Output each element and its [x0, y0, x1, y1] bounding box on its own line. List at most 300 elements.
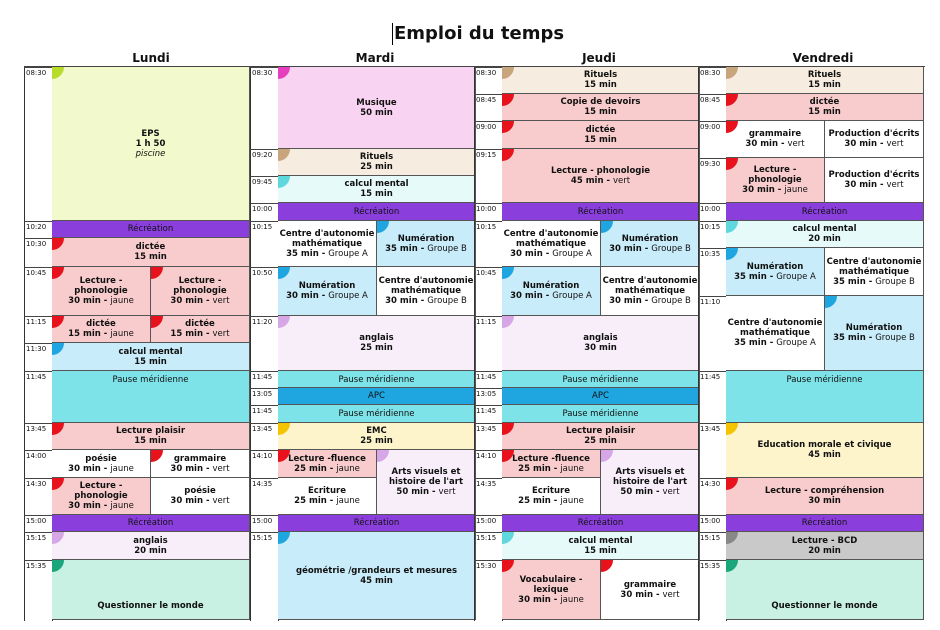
schedule-block[interactable]: [52, 450, 151, 478]
schedule-block[interactable]: [825, 296, 924, 371]
lunch-break-block[interactable]: [502, 371, 700, 388]
subject-color-dot: [278, 532, 290, 544]
schedule-block[interactable]: [726, 94, 924, 121]
recreation-bar[interactable]: [278, 203, 476, 221]
schedule-block[interactable]: [377, 221, 476, 267]
schedule-block[interactable]: [726, 296, 825, 371]
block-subject: Pause méridienne: [338, 375, 415, 385]
block-subject: Ecriture: [307, 486, 347, 496]
block-group: vert: [886, 139, 904, 149]
block-duration: 30 min - jaune: [68, 501, 134, 511]
block-duration: [808, 496, 841, 506]
block-subject: Questionner le monde: [771, 601, 878, 611]
block-duration: [134, 436, 167, 446]
row-divider: [698, 221, 726, 222]
schedule-block[interactable]: [278, 149, 476, 176]
time-label: 11:45: [252, 407, 273, 415]
row-divider: [474, 532, 502, 533]
schedule-block[interactable]: [502, 423, 700, 450]
lunch-break-block[interactable]: [502, 405, 700, 423]
block-subject: Rituels: [359, 152, 394, 162]
schedule-block[interactable]: [601, 560, 700, 620]
block-duration: 35 min - Groupe A: [286, 248, 368, 259]
block-duration: 30 min - Groupe B: [385, 296, 467, 306]
subject-color-dot: [377, 221, 389, 233]
block-group: Groupe A: [552, 291, 592, 301]
schedule-block[interactable]: [825, 158, 924, 203]
block-duration-value: 30 min: [286, 291, 319, 301]
subject-color-dot: [278, 67, 290, 79]
block-duration-value: 50 min: [396, 487, 430, 497]
schedule-block[interactable]: [502, 560, 601, 620]
recreation-bar[interactable]: [726, 203, 924, 221]
row-divider: [24, 423, 52, 424]
block-duration: [808, 80, 841, 90]
block-duration: 30 min - vert: [844, 139, 904, 149]
block-duration: [360, 343, 393, 353]
row-divider: [250, 515, 278, 516]
schedule-block[interactable]: [502, 149, 700, 203]
row-divider: [474, 149, 502, 150]
block-subject: Lecture - phonologie: [748, 165, 802, 185]
row-divider: [698, 296, 726, 297]
block-duration: 25 min - jaune: [518, 463, 584, 474]
row-divider: [250, 267, 278, 268]
block-subject: Lecture - compréhension: [764, 486, 885, 496]
schedule-block[interactable]: [502, 67, 700, 94]
row-divider: [24, 238, 52, 239]
time-label: 14:10: [476, 452, 497, 460]
row-divider: [698, 248, 726, 249]
block-subject: Numération: [845, 323, 903, 333]
time-label: 11:30: [26, 345, 47, 353]
row-divider: [698, 94, 726, 95]
schedule-block[interactable]: [601, 221, 700, 267]
apc-bar[interactable]: [278, 388, 476, 405]
time-label: 11:45: [700, 373, 721, 381]
schedule-block[interactable]: [601, 267, 700, 316]
schedule-block[interactable]: [278, 221, 377, 267]
block-duration: 30 min - vert: [170, 296, 230, 306]
schedule-block[interactable]: [52, 343, 250, 371]
block-duration: 25 min - jaune: [518, 496, 584, 506]
block-subject: calcul mental: [344, 179, 409, 189]
time-label: 14:30: [26, 480, 47, 488]
time-label: 11:10: [700, 298, 721, 306]
row-divider: [250, 176, 278, 177]
schedule-block[interactable]: [151, 450, 250, 478]
subject-color-dot: [601, 450, 613, 462]
schedule-block[interactable]: [377, 450, 476, 515]
schedule-block[interactable]: [278, 450, 377, 478]
block-duration: [360, 576, 393, 586]
schedule-block[interactable]: [726, 221, 924, 248]
block-subject: Numération: [746, 261, 804, 272]
subject-color-dot: [377, 450, 389, 462]
time-label: 10:20: [26, 223, 47, 231]
recreation-bar[interactable]: [52, 515, 250, 532]
block-subject: Vocabulaire - lexique: [519, 574, 583, 595]
block-duration: [360, 189, 393, 199]
block-duration-value: 30 min: [844, 180, 878, 190]
time-label: 09:20: [252, 151, 273, 159]
recreation-bar[interactable]: [278, 515, 476, 532]
row-divider: [250, 478, 278, 479]
schedule-block[interactable]: [52, 423, 250, 450]
subject-color-dot: [278, 316, 290, 328]
day-header-jeudi: Jeudi: [582, 51, 616, 65]
block-duration: 30 min - vert: [745, 139, 805, 149]
block-subject: EMC: [366, 426, 387, 436]
subject-color-dot: [278, 149, 290, 161]
subject-color-dot: [825, 296, 837, 308]
row-divider: [24, 515, 52, 516]
time-label: 15:00: [252, 517, 273, 525]
block-subject: Production d'écrits: [828, 170, 920, 180]
row-divider: [24, 343, 52, 344]
time-label: 10:30: [26, 240, 47, 248]
block-duration: 30 min - Groupe B: [609, 296, 691, 306]
block-subject: poésie: [85, 453, 117, 464]
block-group: Groupe B: [651, 296, 691, 306]
block-group: jaune: [560, 496, 584, 506]
schedule-block[interactable]: [151, 478, 250, 515]
block-subject: Arts visuels et histoire de l'art: [612, 467, 688, 487]
recreation-bar[interactable]: [52, 221, 250, 238]
block-subject: calcul mental: [118, 346, 183, 357]
subject-color-dot: [151, 316, 163, 328]
row-divider: [474, 221, 502, 222]
time-label: 09:15: [476, 151, 497, 159]
schedule-block[interactable]: [726, 478, 924, 515]
block-subject: Production d'écrits: [828, 129, 920, 139]
schedule-block[interactable]: [278, 532, 476, 620]
schedule-block[interactable]: [502, 121, 700, 149]
block-duration-value: 15 min: [170, 329, 204, 339]
day-header-mardi: Mardi: [355, 51, 395, 65]
block-subject: Lecture plaisir: [565, 426, 636, 436]
block-duration-value: 30 min: [68, 463, 101, 474]
schedule-block[interactable]: [151, 267, 250, 316]
time-label: 13:05: [476, 390, 497, 398]
block-group: jaune: [784, 185, 808, 195]
block-group: jaune: [110, 463, 134, 474]
schedule-block[interactable]: [278, 423, 476, 450]
block-subject: Rituels: [807, 70, 842, 80]
block-duration-value: 50 min: [360, 107, 393, 118]
block-subject: dictée: [809, 97, 840, 107]
block-subject: EPS: [141, 128, 160, 139]
block-subject: Lecture - BCD: [791, 535, 858, 546]
block-duration-value: 30 min: [68, 501, 101, 511]
block-subject: Questionner le monde: [97, 601, 204, 611]
block-group: Groupe A: [328, 248, 368, 259]
row-divider: [474, 371, 502, 372]
block-subject: poésie: [184, 486, 216, 496]
schedule-block[interactable]: [52, 238, 250, 267]
block-subject: dictée: [585, 124, 616, 135]
lunch-break-block[interactable]: [726, 371, 924, 423]
block-duration: [134, 357, 167, 367]
block-duration-value: 30 min: [584, 343, 617, 353]
subject-color-dot: [726, 423, 738, 435]
subject-color-dot: [726, 560, 738, 572]
block-duration-value: 15 min: [808, 80, 841, 90]
schedule-block[interactable]: [52, 478, 151, 515]
block-duration: 30 min - Groupe A: [510, 291, 592, 301]
block-duration-value: 15 min: [584, 134, 617, 145]
block-subject: Lecture - phonologie: [74, 481, 128, 501]
block-duration: 30 min - vert: [620, 589, 680, 600]
block-subject: Pause méridienne: [786, 375, 863, 385]
block-duration: 25 min - jaune: [294, 496, 360, 506]
schedule-block[interactable]: [52, 267, 151, 316]
block-subject: Centre d'autonomie mathématique: [727, 318, 823, 338]
row-divider: [250, 203, 278, 204]
block-group: Groupe B: [875, 333, 915, 343]
recreation-bar[interactable]: [502, 203, 700, 221]
block-subject: Arts visuels et histoire de l'art: [388, 467, 464, 487]
block-group: Groupe B: [427, 243, 467, 254]
row-divider: [24, 532, 52, 533]
page-title: Emploi du temps: [394, 23, 565, 44]
schedule-block[interactable]: [278, 176, 476, 203]
subject-color-dot: [52, 316, 64, 328]
block-duration-value: 35 min: [286, 248, 319, 259]
time-label: 13:45: [700, 425, 721, 433]
schedule-block[interactable]: [726, 158, 825, 203]
schedule-block[interactable]: [52, 532, 250, 560]
time-label: 10:45: [26, 269, 47, 277]
block-duration-value: 20 min: [808, 234, 841, 244]
subject-color-dot: [502, 532, 514, 544]
time-label: 15:15: [252, 534, 273, 542]
block-subject: Centre d'autonomie mathématique: [378, 276, 474, 296]
schedule-block[interactable]: [502, 532, 700, 560]
row-divider: [474, 560, 502, 561]
row-divider: [474, 94, 502, 95]
row-divider: [474, 405, 502, 406]
row-divider: [250, 221, 278, 222]
block-subject: Numération: [397, 233, 455, 244]
schedule-block[interactable]: [726, 67, 924, 94]
block-group: Groupe B: [651, 243, 691, 254]
block-duration: 35 min - Groupe A: [734, 271, 816, 282]
time-label: 15:15: [476, 534, 497, 542]
block-duration: 30 min - Groupe A: [286, 291, 368, 301]
block-subject: dictée: [135, 242, 166, 252]
block-group: jaune: [560, 463, 584, 474]
block-subject: calcul mental: [568, 535, 633, 546]
block-group: Groupe A: [776, 338, 816, 348]
block-subject: APC: [592, 391, 609, 401]
block-duration: 30 min - jaune: [68, 296, 134, 306]
row-divider: [250, 423, 278, 424]
schedule-block[interactable]: [52, 316, 151, 343]
block-duration: [360, 162, 393, 172]
time-label: 10:00: [700, 205, 721, 213]
row-divider: [250, 388, 278, 389]
block-duration-value: 1 h 50: [135, 138, 166, 149]
time-label: 08:30: [700, 69, 721, 77]
block-duration-value: 30 min: [68, 296, 101, 306]
schedule-block[interactable]: [601, 450, 700, 515]
block-group: vert: [886, 180, 904, 190]
block-group: vert: [662, 487, 680, 497]
schedule-block[interactable]: [151, 316, 250, 343]
row-divider: [474, 203, 502, 204]
time-label: 10:35: [700, 250, 721, 258]
block-duration: [584, 80, 617, 90]
block-subject: anglais: [133, 535, 168, 546]
block-duration-value: 15 min: [808, 107, 841, 117]
schedule-block[interactable]: [825, 248, 924, 296]
time-label: 10:15: [252, 223, 273, 231]
schedule-block[interactable]: [726, 248, 825, 296]
block-subject: Centre d'autonomie mathématique: [826, 256, 922, 277]
day-header-vendredi: Vendredi: [792, 51, 854, 65]
block-subject: dictée: [185, 319, 215, 329]
schedule-block[interactable]: [278, 316, 476, 371]
block-subject: grammaire: [748, 129, 802, 139]
schedule-block[interactable]: [502, 267, 601, 316]
lunch-break-block[interactable]: [278, 371, 476, 388]
lunch-break-block[interactable]: [52, 371, 250, 423]
schedule-block[interactable]: [726, 532, 924, 560]
block-duration: 30 min - Groupe A: [510, 248, 592, 259]
schedule-block[interactable]: [278, 67, 476, 149]
block-note: piscine: [135, 148, 166, 159]
time-label: 15:00: [476, 517, 497, 525]
schedule-block[interactable]: [502, 478, 601, 515]
row-divider: [698, 67, 726, 68]
block-group: jaune: [336, 463, 360, 474]
row-divider: [24, 316, 52, 317]
block-duration: [360, 436, 393, 446]
subject-color-dot: [726, 478, 738, 490]
recreation-bar[interactable]: [726, 515, 924, 532]
apc-bar[interactable]: [502, 388, 700, 405]
subject-color-dot: [52, 238, 64, 250]
lunch-break-block[interactable]: [278, 405, 476, 423]
row-divider: [698, 371, 726, 372]
schedule-block[interactable]: [502, 94, 700, 121]
schedule-block[interactable]: [377, 267, 476, 316]
block-group: vert: [787, 139, 805, 149]
time-label: 10:00: [252, 205, 273, 213]
row-divider: [24, 371, 52, 372]
time-label: 10:50: [252, 269, 273, 277]
block-subject: Récréation: [127, 224, 174, 234]
schedule-block[interactable]: [278, 267, 377, 316]
block-duration: 30 min - vert: [844, 180, 904, 190]
time-label: 11:20: [252, 318, 273, 326]
block-duration-value: 15 min: [360, 189, 393, 199]
block-group: jaune: [110, 296, 134, 306]
block-duration-value: 30 min: [510, 291, 543, 301]
block-duration-value: 30 min: [609, 243, 642, 254]
subject-color-dot: [601, 560, 613, 572]
subject-color-dot: [52, 423, 64, 435]
row-divider: [474, 450, 502, 451]
row-divider: [698, 121, 726, 122]
schedule-block[interactable]: [726, 423, 924, 478]
time-label: 11:45: [252, 373, 273, 381]
row-divider: [250, 149, 278, 150]
subject-color-dot: [278, 267, 290, 279]
schedule-block[interactable]: [278, 478, 377, 515]
block-subject: Lecture -fluence: [288, 453, 366, 464]
block-subject: géométrie /grandeurs et mesures: [295, 565, 458, 576]
block-duration: [360, 108, 393, 118]
block-subject: dictée: [86, 319, 116, 329]
block-duration-value: 30 min: [742, 185, 775, 195]
schedule-block[interactable]: [726, 560, 924, 620]
recreation-bar[interactable]: [502, 515, 700, 532]
schedule-block[interactable]: [52, 560, 250, 620]
block-subject: Pause méridienne: [562, 375, 639, 385]
block-duration-value: 15 min: [584, 107, 617, 117]
row-divider: [24, 67, 52, 68]
block-duration: [584, 107, 617, 117]
block-duration-value: 25 min: [584, 436, 617, 446]
row-divider: [474, 478, 502, 479]
block-subject: Récréation: [353, 206, 400, 217]
schedule-block[interactable]: [726, 121, 825, 158]
subject-color-dot: [726, 94, 738, 106]
block-duration-value: 25 min: [518, 496, 551, 506]
schedule-block[interactable]: [52, 67, 250, 221]
schedule-block[interactable]: [502, 316, 700, 371]
block-duration-value: 35 min: [734, 338, 767, 348]
time-label: 11:45: [476, 407, 497, 415]
block-group: vert: [662, 589, 680, 600]
block-subject: grammaire: [173, 453, 227, 464]
schedule-block[interactable]: [502, 450, 601, 478]
subject-color-dot: [52, 560, 64, 572]
block-subject: anglais: [359, 333, 394, 343]
subject-color-dot: [52, 532, 64, 544]
block-duration-value: 30 min: [609, 296, 642, 306]
schedule-block[interactable]: [502, 221, 601, 267]
block-subject: Ecriture: [531, 486, 571, 496]
block-group: vert: [212, 329, 230, 339]
row-divider: [24, 450, 52, 451]
row-divider: [698, 423, 726, 424]
block-duration-value: 45 min: [360, 575, 393, 586]
block-subject: Lecture - phonologie: [74, 276, 128, 296]
row-divider: [474, 388, 502, 389]
block-duration: [134, 252, 167, 262]
block-subject: Récréation: [577, 206, 624, 217]
block-duration: [584, 135, 617, 145]
block-duration: 35 min - Groupe B: [385, 243, 467, 254]
block-duration: 15 min - vert: [170, 329, 230, 339]
block-duration-value: 50 min: [620, 487, 654, 497]
subject-color-dot: [502, 121, 514, 133]
block-subject: Récréation: [801, 206, 848, 217]
time-label: 08:30: [252, 69, 273, 77]
time-label: 10:45: [476, 269, 497, 277]
time-label: 11:45: [26, 373, 47, 381]
time-label: 13:05: [252, 390, 273, 398]
block-group: Groupe A: [552, 248, 592, 259]
block-group: vert: [612, 175, 631, 186]
block-group: jaune: [336, 496, 360, 506]
block-duration: 50 min - vert: [620, 487, 680, 497]
schedule-block[interactable]: [825, 121, 924, 158]
row-divider: [698, 203, 726, 204]
